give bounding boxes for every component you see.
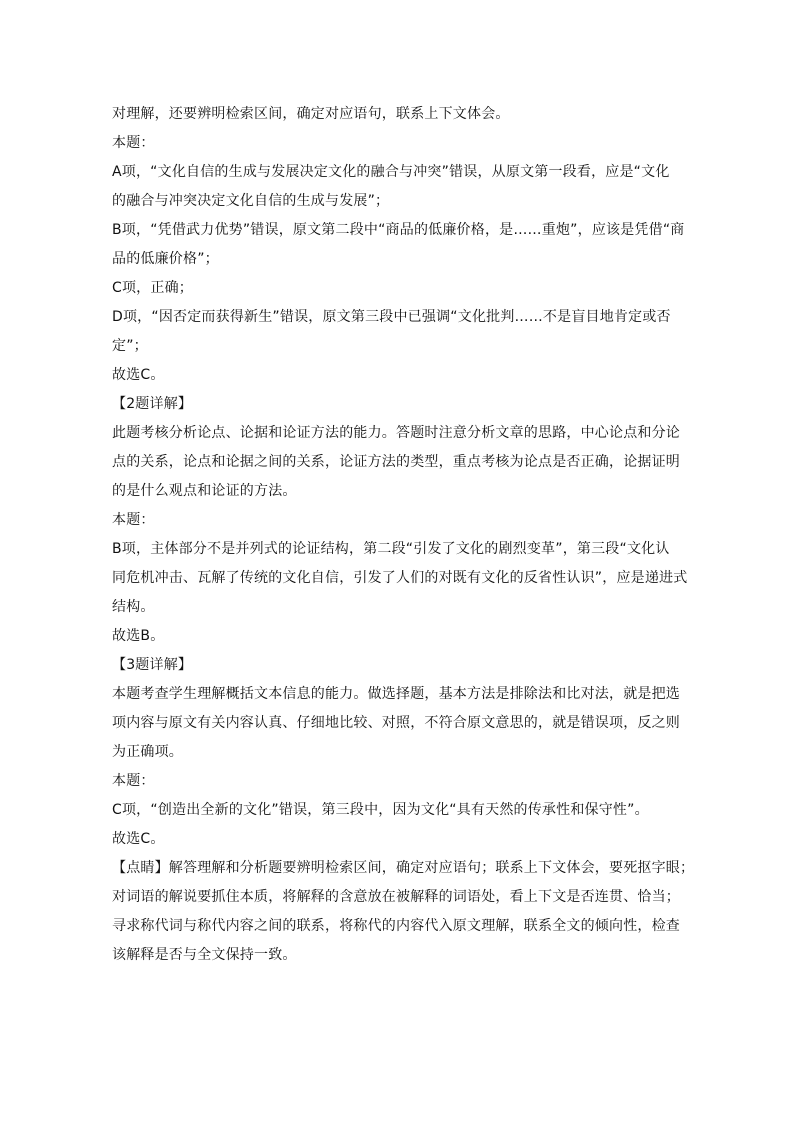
text-line: 故选B。: [112, 628, 165, 644]
text-line: 本题：: [112, 773, 155, 789]
text-line: 故选C。: [112, 367, 165, 383]
text-line: C项，“创造出全新的文化”错误，第三段中，因为文化“具有天然的传承性和保守性”。: [112, 802, 649, 818]
document-body: [112, 100, 695, 970]
text-line: C项，正确；: [112, 280, 193, 296]
section-heading: 【2题详解】: [112, 396, 193, 412]
text-line: 的融合与冲突决定文化自信的生成与发展”；: [112, 193, 390, 209]
text-line: D项，“因否定而获得新生”错误，原文第三段中已强调“文化批判……不是盲目地肯定或否: [112, 309, 671, 325]
text-line: B项，“凭借武力优势”错误，原文第二段中“商品的低廉价格，是……重炮”，应该是凭借“商: [112, 222, 685, 238]
text-line: A项，“文化自信的生成与发展决定文化的融合与冲突”错误，从原文第一段看，应是“文化: [112, 164, 670, 180]
text-line: 同危机冲击、瓦解了传统的文化自信，引发了人们的对既有文化的反省性认识”，应是递进式: [112, 570, 688, 586]
text-line: 项内容与原文有关内容认真、仔细地比较、对照，不符合原文意思的，就是错误项，反之则: [112, 715, 680, 731]
text-line: 为正确项。: [112, 744, 183, 760]
text-line: 对理解，还要辨明检索区间，确定对应语句，联系上下文体会。: [112, 106, 510, 122]
text-line: 【点睛】解答理解和分析题要辨明检索区间，确定对应语句；联系上下文体会，要死抠字眼；: [112, 860, 695, 876]
text-line: 寻求称代词与称代内容之间的联系，将称代的内容代入原文理解，联系全文的倾向性，检查: [112, 918, 680, 934]
text-line: 结构。: [112, 599, 155, 615]
text-line: 本题考查学生理解概括文本信息的能力。做选择题，基本方法是排除法和比对法，就是把选: [112, 686, 680, 702]
text-line: B项，主体部分不是并列式的论证结构，第二段“引发了文化的剧烈变革”，第三段“文化认: [112, 541, 670, 557]
text-line: 的是什么观点和论证的方法。: [112, 483, 297, 499]
text-line: 品的低廉价格”；: [112, 251, 219, 267]
text-line: 本题：: [112, 512, 155, 528]
text-line: 本题：: [112, 135, 155, 151]
text-line: 对词语的解说要抓住本质，将解释的含意放在被解释的词语处，看上下文是否连贯、恰当；: [112, 889, 680, 905]
text-line: 点的关系，论点和论据之间的关系，论证方法的类型，重点考核为论点是否正确，论据证明: [112, 454, 680, 470]
text-line: 此题考核分析论点、论据和论证方法的能力。答题时注意分析文章的思路，中心论点和分论: [112, 425, 680, 441]
text-line: 故选C。: [112, 831, 165, 847]
section-heading: 【3题详解】: [112, 657, 193, 673]
text-line: 定”；: [112, 338, 148, 354]
text-line: 该解释是否与全文保持一致。: [112, 947, 297, 963]
